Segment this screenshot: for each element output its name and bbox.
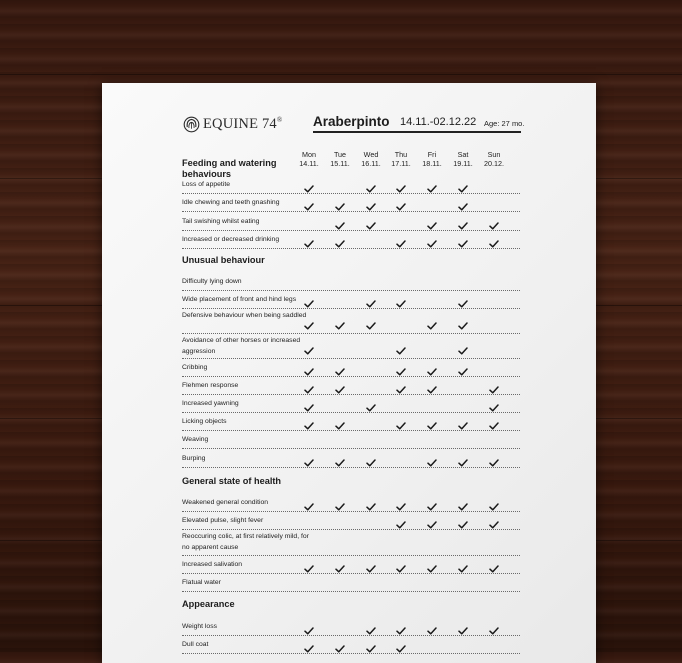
checkmark-icon bbox=[304, 498, 314, 506]
checkmark-icon bbox=[458, 516, 468, 524]
row-label: Avoidance of other horses or increased aggression bbox=[182, 336, 301, 355]
horse-name: Araberpinto bbox=[313, 114, 390, 129]
checkmark-icon bbox=[489, 622, 499, 630]
table-row bbox=[182, 212, 520, 231]
table-row bbox=[182, 376, 520, 395]
table-row bbox=[182, 175, 520, 194]
checkmark-icon bbox=[489, 516, 499, 524]
day-name: Wed bbox=[363, 150, 379, 159]
checkmark-icon bbox=[396, 180, 406, 188]
checkmark-icon bbox=[396, 498, 406, 506]
checkmark-icon bbox=[366, 640, 376, 648]
checkmark-icon bbox=[458, 295, 468, 303]
row-label: Wide placement of front and hind legs bbox=[182, 295, 297, 303]
day-name: Tue bbox=[333, 150, 347, 159]
row-label: Weakened general condition bbox=[182, 498, 269, 506]
table-row bbox=[182, 573, 520, 592]
checkmark-icon bbox=[304, 560, 314, 568]
checkmark-icon bbox=[304, 399, 314, 407]
section-title: Appearance bbox=[182, 599, 235, 609]
checkmark-icon bbox=[304, 342, 314, 350]
checkmark-icon bbox=[366, 198, 376, 206]
checkmark-icon bbox=[396, 560, 406, 568]
row-label: Increased yawning bbox=[182, 399, 239, 407]
checkmark-icon bbox=[396, 295, 406, 303]
checkmark-icon bbox=[396, 235, 406, 243]
day-date: 19.11. bbox=[453, 159, 473, 168]
checkmark-icon bbox=[427, 180, 437, 188]
checkmark-icon bbox=[304, 363, 314, 371]
checkmark-icon bbox=[366, 622, 376, 630]
checkmark-icon bbox=[304, 180, 314, 188]
checkmark-icon bbox=[489, 217, 499, 225]
date-range: 14.11.-02.12.22 bbox=[400, 116, 477, 128]
checkmark-icon bbox=[366, 454, 376, 462]
day-name: Mon bbox=[302, 150, 316, 159]
checkmark-icon bbox=[489, 498, 499, 506]
checkmark-icon bbox=[427, 498, 437, 506]
section-title: Feeding and watering behaviours bbox=[182, 158, 277, 179]
checkmark-icon bbox=[304, 381, 314, 389]
row-label: Dull coat bbox=[182, 640, 209, 648]
table-row bbox=[182, 333, 520, 359]
row-label: Cribbing bbox=[182, 363, 208, 371]
checkmark-icon bbox=[366, 498, 376, 506]
day-header-tue bbox=[325, 150, 355, 168]
table-row bbox=[182, 511, 520, 530]
checkmark-icon bbox=[335, 417, 345, 425]
checkmark-icon bbox=[396, 622, 406, 630]
checkmark-icon bbox=[366, 180, 376, 188]
checkmark-icon bbox=[458, 317, 468, 325]
checkmark-icon bbox=[458, 180, 468, 188]
symptom-checklist-sheet bbox=[102, 83, 596, 663]
checkmark-icon bbox=[304, 198, 314, 206]
checkmark-icon bbox=[366, 399, 376, 407]
checkmark-icon bbox=[304, 640, 314, 648]
checkmark-icon bbox=[304, 622, 314, 630]
row-label: Tail swishing whilst eating bbox=[182, 217, 260, 225]
checkmark-icon bbox=[335, 381, 345, 389]
checkmark-icon bbox=[427, 516, 437, 524]
table-row bbox=[182, 230, 520, 249]
checkmark-icon bbox=[427, 417, 437, 425]
table-row bbox=[182, 555, 520, 574]
checkmark-icon bbox=[366, 295, 376, 303]
checkmark-icon bbox=[366, 217, 376, 225]
table-row bbox=[182, 430, 520, 449]
day-date: 14.11. bbox=[299, 159, 319, 168]
checkmark-icon bbox=[427, 235, 437, 243]
horse-age: Age: 27 mo. bbox=[484, 119, 525, 128]
checkmark-icon bbox=[304, 454, 314, 462]
checkmark-icon bbox=[489, 235, 499, 243]
day-name: Sun bbox=[487, 150, 501, 159]
checkmark-icon bbox=[335, 454, 345, 462]
checkmark-icon bbox=[427, 622, 437, 630]
row-label: Loss of appetite bbox=[182, 180, 230, 188]
row-label: Weight loss bbox=[182, 622, 218, 630]
checkmark-icon bbox=[396, 417, 406, 425]
checkmark-icon bbox=[458, 454, 468, 462]
row-label: Defensive behaviour when being saddled bbox=[182, 311, 307, 319]
checkmark-icon bbox=[335, 363, 345, 371]
day-header-thu bbox=[386, 150, 416, 168]
checkmark-icon bbox=[427, 317, 437, 325]
checkmark-icon bbox=[458, 560, 468, 568]
day-date: 17.11. bbox=[391, 159, 411, 168]
section-title: Unusual behaviour bbox=[182, 255, 265, 265]
row-label: Elevated pulse, slight fever bbox=[182, 516, 264, 524]
checkmark-icon bbox=[489, 454, 499, 462]
table-row bbox=[182, 617, 520, 636]
checkmark-icon bbox=[489, 399, 499, 407]
row-label: Flehmen response bbox=[182, 381, 239, 389]
checkmark-icon bbox=[427, 560, 437, 568]
table-row bbox=[182, 290, 520, 309]
checkmark-icon bbox=[396, 342, 406, 350]
checkmark-icon bbox=[335, 217, 345, 225]
table-row bbox=[182, 493, 520, 512]
row-label: Reoccuring colic, at first relatively mild, for no apparent cause bbox=[182, 533, 309, 551]
day-date: 18.11. bbox=[422, 159, 442, 168]
checkmark-icon bbox=[458, 217, 468, 225]
day-header-wed bbox=[356, 150, 386, 168]
table-row bbox=[182, 358, 520, 377]
table-row bbox=[182, 273, 520, 291]
row-label: Flatual water bbox=[182, 578, 221, 586]
day-header-fri bbox=[417, 150, 447, 168]
checkmark-icon bbox=[458, 198, 468, 206]
day-header-mon bbox=[294, 150, 324, 168]
checkmark-icon bbox=[427, 363, 437, 371]
checkmark-icon bbox=[427, 454, 437, 462]
row-label: Increased or decreased drinking bbox=[182, 235, 280, 243]
checkmark-icon bbox=[335, 235, 345, 243]
day-date: 20.12. bbox=[484, 159, 504, 168]
checkmark-icon bbox=[335, 317, 345, 325]
checkmark-icon bbox=[458, 622, 468, 630]
row-label: Difficulty lying down bbox=[182, 278, 242, 285]
checkmark-icon bbox=[458, 417, 468, 425]
section-title: General state of health bbox=[182, 476, 282, 486]
checkmark-icon bbox=[304, 235, 314, 243]
checkmark-icon bbox=[427, 217, 437, 225]
checkmark-icon bbox=[458, 235, 468, 243]
row-label: Licking objects bbox=[182, 417, 227, 425]
checkmark-icon bbox=[304, 317, 314, 325]
day-date: 16.11. bbox=[361, 159, 381, 168]
row-label: Increased salivation bbox=[182, 560, 243, 568]
row-label: Burping bbox=[182, 454, 206, 462]
day-header-sun bbox=[479, 150, 509, 168]
checkmark-icon bbox=[458, 342, 468, 350]
checkmark-icon bbox=[335, 560, 345, 568]
checkmark-icon bbox=[335, 498, 345, 506]
row-label: Weaving bbox=[182, 435, 209, 443]
checkmark-icon bbox=[396, 381, 406, 389]
title-underline bbox=[313, 131, 521, 133]
day-name: Thu bbox=[394, 150, 408, 159]
checkmark-icon bbox=[427, 381, 437, 389]
day-name: Sat bbox=[457, 150, 469, 159]
checkmark-icon bbox=[489, 560, 499, 568]
checkmark-icon bbox=[335, 640, 345, 648]
checkmark-icon bbox=[304, 417, 314, 425]
checkmark-icon bbox=[366, 317, 376, 325]
checkmark-icon bbox=[458, 498, 468, 506]
checkmark-icon bbox=[366, 560, 376, 568]
checkmark-icon bbox=[396, 640, 406, 648]
table-row bbox=[182, 308, 520, 334]
checkmark-icon bbox=[396, 363, 406, 371]
horseshoe-logo-icon bbox=[183, 116, 200, 133]
table-row bbox=[182, 529, 520, 556]
table-row bbox=[182, 635, 520, 654]
checkmark-icon bbox=[335, 198, 345, 206]
day-name: Fri bbox=[427, 150, 437, 159]
checkmark-icon bbox=[489, 381, 499, 389]
checkmark-icon bbox=[489, 417, 499, 425]
checkmark-icon bbox=[396, 198, 406, 206]
checkmark-icon bbox=[396, 516, 406, 524]
day-date: 15.11. bbox=[330, 159, 350, 168]
checkmark-icon bbox=[304, 295, 314, 303]
table-row bbox=[182, 394, 520, 413]
row-label: Idle chewing and teeth gnashing bbox=[182, 198, 280, 206]
checkmark-icon bbox=[458, 363, 468, 371]
table-row bbox=[182, 412, 520, 431]
table-row bbox=[182, 449, 520, 468]
equine74-logo: EQUINE 74® bbox=[183, 116, 282, 133]
table-row bbox=[182, 193, 520, 212]
day-header-sat bbox=[448, 150, 478, 168]
